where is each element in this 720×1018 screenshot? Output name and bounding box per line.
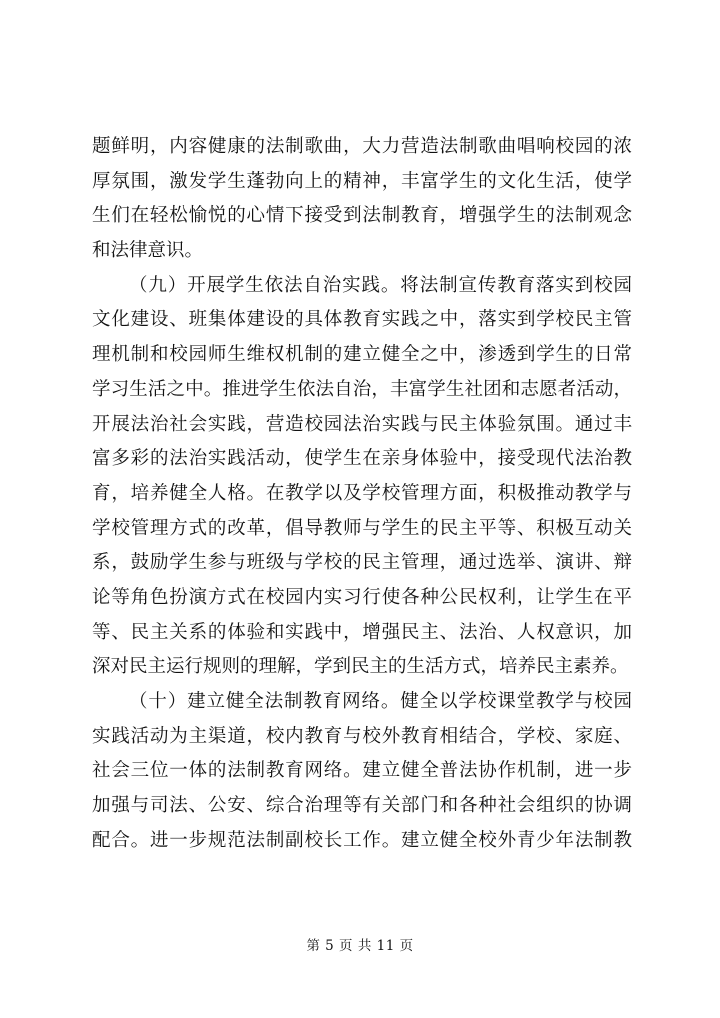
text-line: 厚氛围，激发学生蓬勃向上的精神，丰富学生的文化生活，使学	[92, 170, 632, 192]
text-line: 深对民主运行规则的理解，学到民主的生活方式，培养民主素养。	[92, 656, 629, 678]
text-line: 社会三位一体的法制教育网络。建立健全普法协作机制，进一步	[92, 760, 632, 782]
text-line: 学校管理方式的改革，倡导教师与学生的民主平等、积极互动关	[92, 517, 632, 539]
body-text	[92, 130, 632, 858]
text-line: （九）开展学生依法自治实践。将法制宣传教育落实到校园	[129, 274, 632, 296]
text-line: 配合。进一步规范法制副校长工作。建立健全校外青少年法制教	[92, 829, 632, 851]
text-line: 开展法治社会实践，营造校园法治实践与民主体验氛围。通过丰	[92, 413, 632, 435]
text-line: 学习生活之中。推进学生依法自治，丰富学生社团和志愿者活动，	[92, 378, 632, 400]
text-line: 和法律意识。	[92, 240, 204, 262]
paragraph-section-9	[92, 269, 632, 685]
text-line: 题鲜明，内容健康的法制歌曲，大力营造法制歌曲唱响校园的浓	[92, 136, 632, 157]
paragraph-section-10	[92, 685, 632, 858]
paragraph-continuation	[92, 130, 632, 269]
text-line: （十）建立健全法制教育网络。健全以学校课堂教学与校园	[129, 691, 632, 712]
text-line: 富多彩的法治实践活动，使学生在亲身体验中，接受现代法治教	[92, 448, 632, 470]
text-line: 系，鼓励学生参与班级与学校的民主管理，通过选举、演讲、辩	[92, 552, 632, 574]
text-line: 生们在轻松愉悦的心情下接受到法制教育，增强学生的法制观念	[92, 205, 632, 227]
text-line: 实践活动为主渠道，校内教育与校外教育相结合，学校、家庭、	[92, 725, 632, 747]
text-line: 育，培养健全人格。在教学以及学校管理方面，积极推动教学与	[92, 482, 632, 504]
text-line: 加强与司法、公安、综合治理等有关部门和各种社会组织的协调	[92, 795, 632, 817]
text-line: 文化建设、班集体建设的具体教育实践之中，落实到学校民主管	[92, 309, 632, 331]
text-line: 论等角色扮演方式在校园内实习行使各种公民权利，让学生在平	[92, 586, 632, 608]
text-line: 理机制和校园师生维权机制的建立健全之中，渗透到学生的日常	[92, 344, 632, 366]
page-number-footer: 第 5 页 共 11 页	[306, 938, 414, 954]
text-line: 等、民主关系的体验和实践中，增强民主、法治、人权意识，加	[92, 621, 632, 643]
